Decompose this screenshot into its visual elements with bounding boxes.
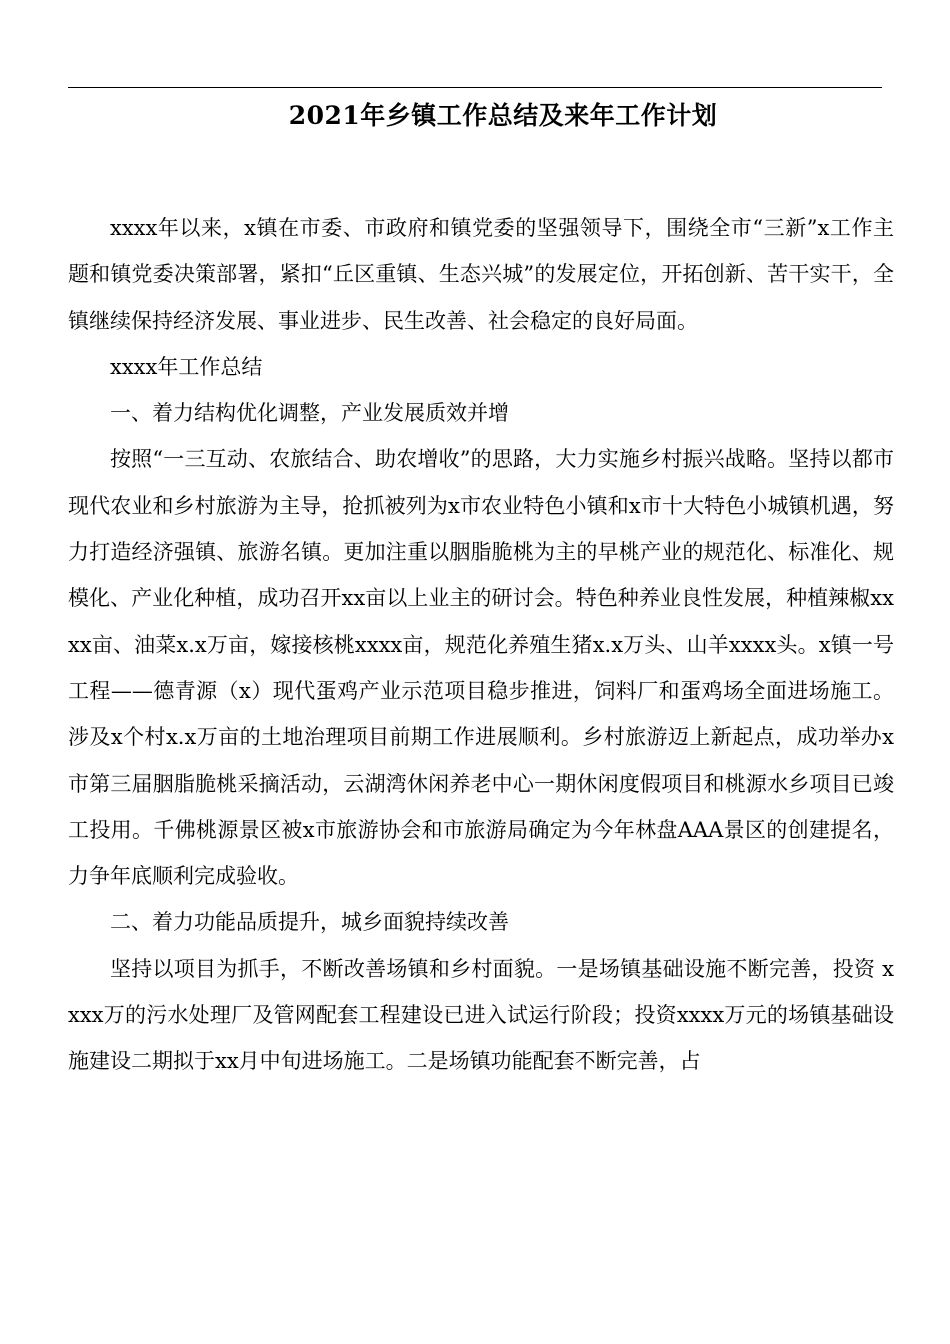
document-body <box>68 205 894 1085</box>
section-1-paragraph: 按照“一三互动、农旅结合、助农增收”的思路，大力实施乡村振兴战略。坚持以都市现代农业和乡村旅游为主导，抢抓被列为x市农业特色小镇和x市十大特色小城镇机遇，努力打造经济强镇、旅游名镇。更加注重以胭脂脆桃为主的早桃产业的规范化、标准化、规模化、产业化种植，成功召开xx亩以上业主的研讨会。特色种养业良性发展，种植辣椒xxxx亩、油菜x.x万亩，嫁接核桃xxxx亩，规范化养殖生猪x.x万头、山羊xxxx头。x镇一号工程——德青源（x）现代蛋鸡产业示范项目稳步推进，饲料厂和蛋鸡场全面进场施工。涉及x个村x.x万亩的土地治理项目前期工作进展顺利。乡村旅游迈上新起点，成功举办x市第三届胭脂脆桃采摘活动，云湖湾休闲养老中心一期休闲度假项目和桃源水乡项目已竣工投用。千佛桃源景区被x市旅游协会和市旅游局确定为今年林盘AAA景区的创建提名，力争年底顺利完成验收。 <box>68 447 894 889</box>
document-title: 2021年乡镇工作总结及来年工作计划 <box>288 101 718 130</box>
section-2-paragraph: 坚持以项目为抓手，不断改善场镇和乡村面貌。一是场镇基础设施不断完善，投资 xxxx万的污水处理厂及管网配套工程建设已进入试运行阶段；投资xxxx万元的场镇基础设施建设二期拟于xx月中旬进场施工。二是场镇功能配套不断完善，占 <box>68 956 894 1074</box>
header-rule <box>68 87 882 88</box>
section-heading-2: 二、着力功能品质提升，城乡面貌持续改善 <box>110 910 509 935</box>
section-heading-summary: xxxx年工作总结 <box>110 354 263 379</box>
section-heading-1: 一、着力结构优化调整，产业发展质效并增 <box>110 401 509 426</box>
intro-paragraph: xxxx年以来，x镇在市委、市政府和镇党委的坚强领导下，围绕全市“三新”x工作主题和镇党委决策部署，紧扣“丘区重镇、生态兴城”的发展定位，开拓创新、苦干实干，全镇继续保持经济发展、事业进步、民生改善、社会稳定的良好局面。 <box>68 216 894 333</box>
